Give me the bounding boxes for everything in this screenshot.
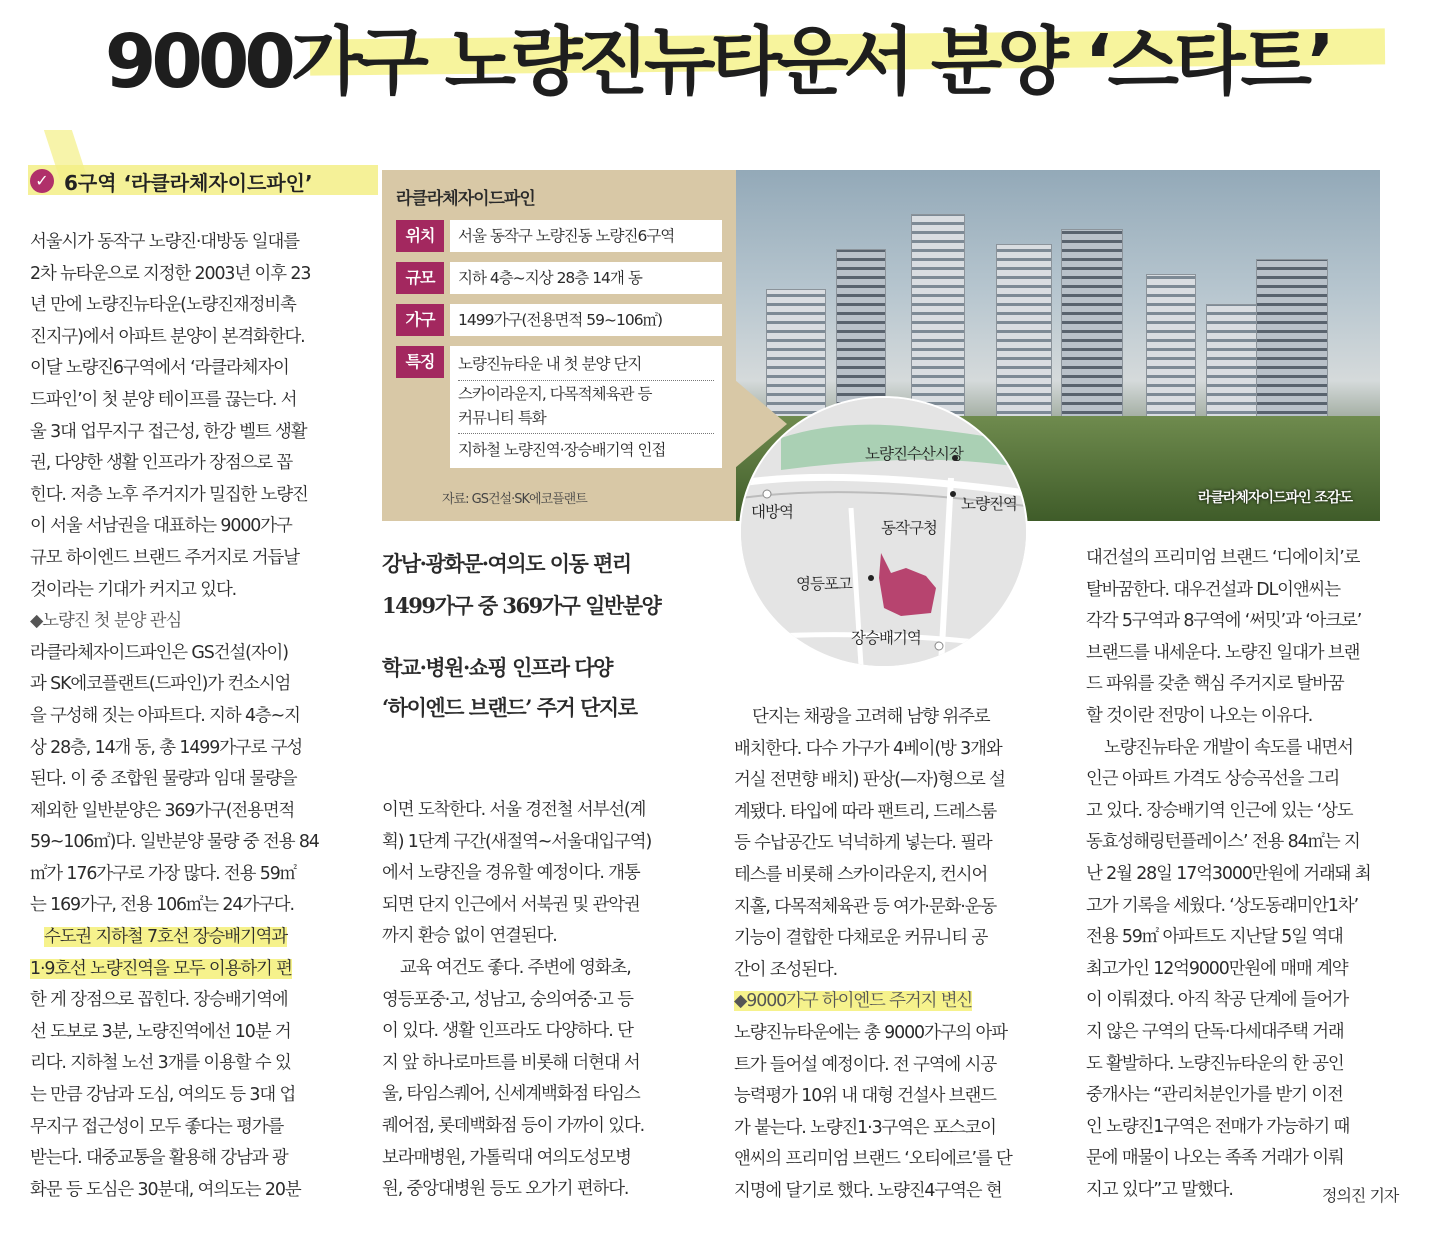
text-line: 화문 등 도심은 30분대, 여의도는 20분 [30,1179,301,1200]
text-line: 드파인’이 첫 분양 테이프를 끊는다. 서 [30,389,297,410]
article-column-1 [30,227,360,1206]
text-line: 할 것이란 전망이 나오는 이유다. [1086,705,1313,726]
text-line: 도 활발하다. 노량진뉴타운의 한 공인 [1086,1053,1344,1074]
headline: 9000가구 노량진뉴타운서 분양 ‘스타트’ [104,19,1331,105]
text-line: 등 수납공간도 넉넉하게 넣는다. 필라 [734,833,992,854]
text-line: 까지 환승 없이 연결된다. [382,926,557,947]
text-line: 중개사는 “관리처분인가를 받기 이전 [1086,1085,1343,1106]
article-column-4 [1086,543,1416,1206]
text-line: 트가 들어설 예정이다. 전 구역에 시공 [734,1054,997,1075]
text-line: 무지구 접근성이 모두 좋다는 평가를 [30,1116,284,1137]
info-box [382,170,736,521]
text-line: 드 파워를 갖춘 핵심 주거지로 탈바꿈 [1086,674,1344,695]
text-line: 난 2월 28일 17억3000만원에 거래돼 최 [1086,863,1371,884]
photo-caption: 라클라체자이드파인 조감도 [1197,490,1352,506]
building [1061,229,1123,421]
text-line: 퀘어점, 롯데백화점 등이 가까이 있다. [382,1115,645,1136]
text-line: 는 만큼 강남과 도심, 여의도 등 3대 업 [30,1085,296,1106]
text-line: 받는다. 대중교통을 활용해 강남과 광 [30,1148,288,1169]
text-line: 2차 뉴타운으로 지정한 2003년 이후 23 [30,263,311,284]
text-line: 울, 타임스퀘어, 신세계백화점 타임스 [382,1084,640,1105]
text-line: 노량진뉴타운에는 총 9000가구의 아파 [734,1022,1007,1043]
info-row-location [396,220,722,252]
text-line: 지 않은 구역의 단독·다세대주택 거래 [1086,1021,1344,1042]
info-box-title: 라클라체자이드파인 [396,189,535,209]
text-line: 노량진뉴타운 개발이 속도를 내면서 [1104,737,1353,758]
text-line: 리다. 지하철 노선 3개를 이용할 수 있 [30,1053,291,1074]
text-line: 전용 59㎡ 아파트도 지난달 5일 역대 [1086,927,1343,948]
text-line: 동효성해링턴플레이스’ 전용 84㎡는 지 [1086,832,1360,853]
check-icon: ✓ [30,169,54,193]
info-label: 위치 [396,220,444,252]
info-label: 규모 [396,262,444,294]
text-line: 규모 하이엔드 브랜드 주거지로 거듭날 [30,547,299,568]
text-line: 탈바꿈한다. 대우건설과 DL이앤씨는 [1086,579,1340,600]
text-line: 을 구성해 짓는 아파트다. 지하 4층~지 [30,705,300,726]
text-line: 간이 조성된다. [734,959,838,980]
text-line: 대건설의 프리미엄 브랜드 ‘디에이치’로 [1086,548,1360,568]
section-title: 6구역 ‘라클라체자이드파인’ [64,170,313,195]
text-line [30,954,360,986]
text-line: 능력평가 10위 내 대형 건설사 브랜드 [734,1086,996,1107]
text-line: 영등포중·고, 성남고, 숭의여중·고 등 [382,989,633,1010]
text-line: 고 있다. 장승배기역 인근에 있는 ‘상도 [1086,800,1353,821]
text-line: 가 붙는다. 노량진1·3구역은 포스코이 [734,1117,996,1138]
text-line: 선 도보로 3분, 노량진역에선 10분 거 [30,1021,291,1042]
subhead: 1499가구 중 369가구 일반분양 [382,593,661,618]
text-line: 힌다. 저층 노후 주거지가 밀집한 노량진 [30,484,308,505]
text-line: 원, 중앙대병원 등도 오가기 편하다. [382,1179,629,1200]
info-value: 서울 동작구 노량진동 노량진6구역 [450,220,722,252]
text-line: 한 게 장점으로 꼽힌다. 장승배기역에 [30,990,288,1011]
text-line: 것이라는 기대가 커지고 있다. [30,579,237,600]
map-label-dongjak: 동작구청 [881,519,937,537]
text-line: 과 SK에코플랜트(드파인)가 컨소시엄 [30,674,291,695]
article-column-3 [734,702,1064,1208]
text-line [30,922,360,954]
text-line: 인 노량진1구역은 전매가 가능하기 때 [1086,1116,1350,1137]
text-line: 에서 노량진을 경유할 예정이다. 개통 [382,863,640,884]
text-line: 지홀, 다목적체육관 등 여가·문화·운동 [734,896,997,917]
info-label: 가구 [396,304,444,336]
map-label-market: 노량진수산시장 [865,445,963,463]
article-column-2 [382,795,712,1206]
text-line: 이 서울 서남권을 대표하는 9000가구 [30,516,292,537]
location-map [739,396,1028,668]
text-line: 보라매병원, 가톨릭대 여의도성모병 [382,1147,631,1168]
building [911,214,965,421]
text-line: 고가 기록을 세웠다. ‘상도동래미안1차’ [1086,895,1359,916]
text-line: 브랜드를 내세운다. 노량진 일대가 브랜 [1086,642,1360,663]
text-line: 년 만에 노량진뉴타운(노량진재정비촉 [30,295,296,316]
text-line: ㎡가 176가구로 가장 많다. 전용 59㎡ [30,863,296,884]
text-line: 지고 있다”고 말했다. [1086,1179,1233,1200]
text-line: 기능이 결합한 다채로운 커뮤니티 공 [734,928,988,949]
map-label-noryangjin: 노량진역 [961,495,1017,513]
subsection-heading: ◆노량진 첫 분양 관심 [30,611,182,632]
text-line [734,986,1064,1018]
text-line: 배치한다. 다수 가구가 4베이(방 3개와 [734,738,1002,759]
text-line: 된다. 이 중 조합원 물량과 임대 물량을 [30,769,297,790]
text-line: 이면 도착한다. 서울 경전철 서부선(계 [382,800,646,820]
text-line: 상 28층, 14개 동, 총 1499가구로 구성 [30,737,303,758]
text-line: 라클라체자이드파인은 GS건설(자이) [30,642,288,663]
text-line: 이달 노량진6구역에서 ‘라클라체자이 [30,358,289,379]
info-row-features [396,346,722,468]
text-line: 권, 다양한 생활 인프라가 장점으로 꼽 [30,453,293,474]
info-label: 특징 [396,346,444,378]
subhead: 강남·광화문·여의도 이동 편리 [382,551,631,576]
highlighted-text: 1·9호선 노량진역을 모두 이용하기 편 [30,958,292,979]
text-line: 최고가인 12억9000만원에 매매 계약 [1086,958,1348,979]
text-line: 지 앞 하나로마트를 비롯해 더현대 서 [382,1052,640,1073]
text-line: 획) 1단계 구간(새절역~서울대입구역) [382,831,652,852]
text-line: 계됐다. 타입에 따라 팬트리, 드레스룸 [734,801,997,822]
info-row-scale [396,262,722,294]
text-line: 거실 전면향 배치) 판상(—자)형으로 설 [734,770,1005,791]
map-label-jangseung: 장승배기역 [851,629,921,647]
info-row-households [396,304,722,336]
info-value: 노량진뉴타운 내 첫 분양 단지 스카이라운지, 다목적체육관 등 커뮤니티 특화 지하철 노량진역·장승배기역 인접 [450,346,722,468]
map-label-daebang: 대방역 [751,503,793,521]
info-value: 1499가구(전용면적 59~106㎡) [450,304,722,336]
text-line: 울 3대 업무지구 접근성, 한강 벨트 생활 [30,421,307,442]
text-line: 이 있다. 생활 인프라도 다양하다. 단 [382,1021,633,1042]
building [1256,259,1328,421]
text-line: 인근 아파트 가격도 상승곡선을 그리 [1086,769,1340,790]
building [1146,274,1196,421]
text-line: 이 이뤄졌다. 아직 착공 단계에 들어가 [1086,990,1349,1011]
text-line: 테스를 비롯해 스카이라운지, 컨시어 [734,864,988,885]
text-line: 문에 매물이 나오는 족족 거래가 이뤄 [1086,1148,1344,1169]
section-header [30,165,313,197]
text-line: 교육 여건도 좋다. 주변에 영화초, [400,957,631,978]
byline: 정의진 기자 [1322,1186,1399,1205]
text-line: 앤씨의 프리미엄 브랜드 ‘오티에르’를 단 [734,1149,1012,1170]
info-value: 지하 4층~지상 28층 14개 동 [450,262,722,294]
text-line: 각각 5구역과 8구역에 ‘써밋’과 ‘아크로’ [1086,611,1362,632]
subsection-heading: ◆9000가구 하이엔드 주거지 변신 [734,991,973,1012]
subhead: ‘하이엔드 브랜드’ 주거 단지로 [382,695,637,720]
building [996,244,1052,421]
text-line: 제외한 일반분양은 369가구(전용면적 [30,800,295,821]
text-line: 단지는 채광을 고려해 남향 위주로 [752,707,990,727]
highlighted-text: 수도권 지하철 7호선 장승배기역과 [44,927,288,948]
subhead: 학교·병원·쇼핑 인프라 다양 [382,655,612,680]
text-line: 지명에 달기로 했다. 노량진4구역은 현 [734,1180,1002,1201]
building [1206,304,1258,421]
text-line: 는 169가구, 전용 106㎡는 24가구다. [30,895,294,916]
text-line: 59~106㎡)다. 일반분양 물량 중 전용 84 [30,832,319,853]
text-line: 서울시가 동작구 노량진·대방동 일대를 [30,232,299,252]
map-label-youngdeungpo: 영등포고 [796,575,852,593]
text-line: 되면 단지 인근에서 서북권 및 관악권 [382,894,640,915]
info-source: 자료: GS건설·SK에코플랜트 [442,492,587,507]
text-line: 진지구)에서 아파트 분양이 본격화한다. [30,326,305,347]
